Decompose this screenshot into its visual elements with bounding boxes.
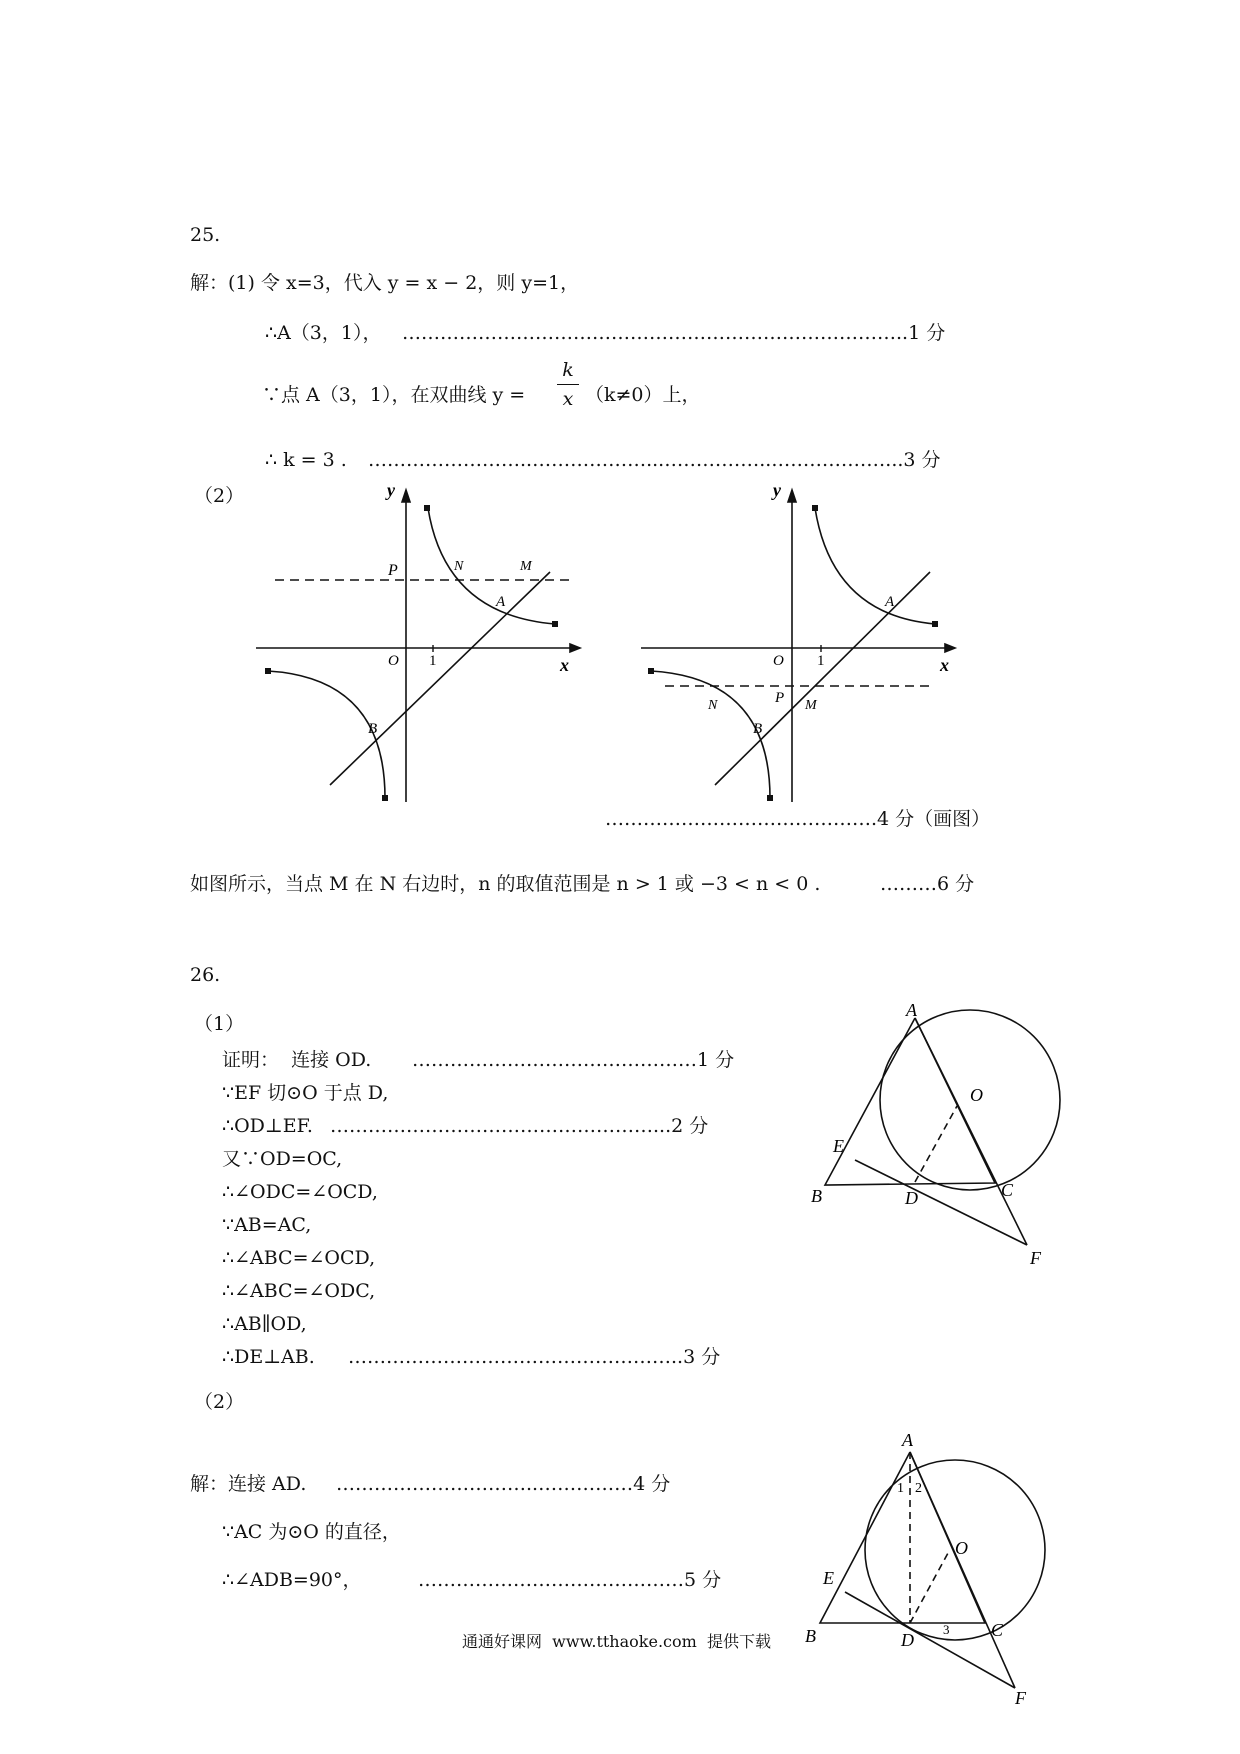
q25-graph-right [635,480,965,815]
label-B: B [368,721,378,737]
label-origin: O [773,653,784,669]
q26-proof-line: ∴DE⊥AB. [222,1346,315,1368]
label-C: C [991,1620,1004,1640]
label-F: F [1015,1688,1026,1708]
label-E: E [823,1568,834,1588]
label-B: B [753,721,763,737]
line-y-x-2 [330,572,550,785]
q25-line2: ∴A（3，1）， [265,322,382,344]
line-EF [855,1160,1027,1245]
q26-sol-line: ∵AC 为⊙O 的直径， [222,1521,401,1543]
q25-part2: （2） [194,485,245,507]
endpoint-marker [648,668,654,674]
q25-graph-left [250,480,590,815]
q25-conclusion: 如图所示，当点 M 在 N 右边时，n 的取值范围是 n > 1 或 −3 < n < 0 . [190,873,821,895]
y-arrow-icon [402,490,410,502]
label-y: y [387,480,395,500]
label-M: M [805,698,817,713]
fraction-denominator: x [562,388,574,410]
hyperbola-upper [815,508,935,624]
endpoint-marker [812,505,818,511]
line-AF [915,1018,1027,1245]
label-A: A [885,594,895,610]
label-one: 1 [429,653,437,669]
q26-proof-line: ∴∠ABC=∠ODC, [222,1280,376,1302]
q26-figure-2 [805,1430,1065,1710]
hyperbola-upper [428,508,555,624]
label-angle-3: 3 [943,1622,950,1637]
q25-line3-post: （k≠0）上， [585,384,701,406]
q26-sol-line: 解：连接 AD. [190,1473,307,1495]
label-B: B [811,1186,822,1206]
q25-line4-score: ……………………..………………...……………..………………...3 分 [368,449,941,471]
endpoint-marker [424,505,430,511]
line-EF [845,1592,1015,1688]
q26-proof-score: ……………………………………………..3 分 [348,1346,721,1368]
endpoint-marker [932,621,938,627]
q26-proof-line: ∴OD⊥EF. [222,1115,313,1137]
label-E: E [833,1136,844,1156]
q26-part1: （1） [194,1013,245,1035]
q26-number: 26. [190,964,221,986]
line-y-x-2 [715,572,930,785]
x-arrow-icon [945,644,955,652]
q26-proof-line: ∵AB=AC, [222,1214,312,1236]
label-N: N [454,559,464,574]
label-A: A [496,594,506,610]
footer-watermark: 通通好课网 www.tthaoke.com 提供下载 [462,1632,771,1651]
endpoint-marker [382,795,388,801]
q26-proof-line: 证明： 连接 OD. [222,1049,372,1071]
fraction-bar [557,384,579,385]
q26-proof-line: ∴∠ODC=∠OCD, [222,1181,378,1203]
q26-sol-line: ∴∠ADB=90°， [222,1569,362,1591]
q26-proof-score: ………………………………………1 分 [412,1049,735,1071]
segment-OD [915,1106,957,1182]
label-one: 1 [817,653,825,669]
label-origin: O [388,653,399,669]
segment-OD [910,1553,948,1623]
y-arrow-icon [788,490,796,502]
label-M: M [520,559,532,574]
label-x: x [560,655,569,675]
endpoint-marker [552,621,558,627]
fraction-numerator: k [562,359,574,381]
label-y: y [773,480,781,500]
label-x: x [940,655,949,675]
label-angle-2: 2 [915,1481,922,1496]
q26-proof-score: ……………………………………………...2 分 [330,1115,709,1137]
q26-sol-score: ……………………………………5 分 [418,1569,722,1591]
q26-proof-line: ∵EF 切⊙O 于点 D, [222,1082,389,1104]
label-N: N [708,698,718,713]
q26-sol-score: …………………………..……………4 分 [336,1473,671,1495]
label-O: O [970,1085,983,1105]
label-B: B [805,1626,816,1646]
label-D: D [901,1630,914,1650]
q26-proof-line: 又∵OD=OC, [222,1148,343,1170]
q25-draw-score: …………………………………….4 分（画图） [605,808,991,830]
q25-number: 25. [190,224,221,246]
label-P: P [388,562,398,579]
q26-part2: （2） [194,1391,245,1413]
x-arrow-icon [570,644,580,652]
q26-proof-line: ∴AB∥OD, [222,1313,307,1335]
label-P: P [775,690,785,706]
label-F: F [1030,1248,1041,1268]
q25-line1: 解：(1) 令 x=3，代入 y = x − 2，则 y=1， [190,272,580,294]
label-A: A [906,1000,917,1020]
q25-line3-pre: ∵点 A（3，1），在双曲线 y = [262,384,526,406]
label-A: A [902,1430,913,1450]
label-angle-1: 1 [897,1481,904,1496]
q26-proof-line: ∴∠ABC=∠OCD, [222,1247,376,1269]
label-C: C [1001,1180,1014,1200]
q25-line2-score: ……………………………………………………………………..1 分 [402,322,946,344]
endpoint-marker [265,668,271,674]
q25-line4: ∴ k = 3 . [265,449,347,471]
endpoint-marker [767,795,773,801]
q25-fraction [557,358,579,411]
label-O: O [955,1538,968,1558]
line-AF [910,1452,1015,1688]
q26-figure-1 [805,1000,1065,1270]
q25-conclusion-score: ………6 分 [880,873,975,895]
label-D: D [905,1188,918,1208]
